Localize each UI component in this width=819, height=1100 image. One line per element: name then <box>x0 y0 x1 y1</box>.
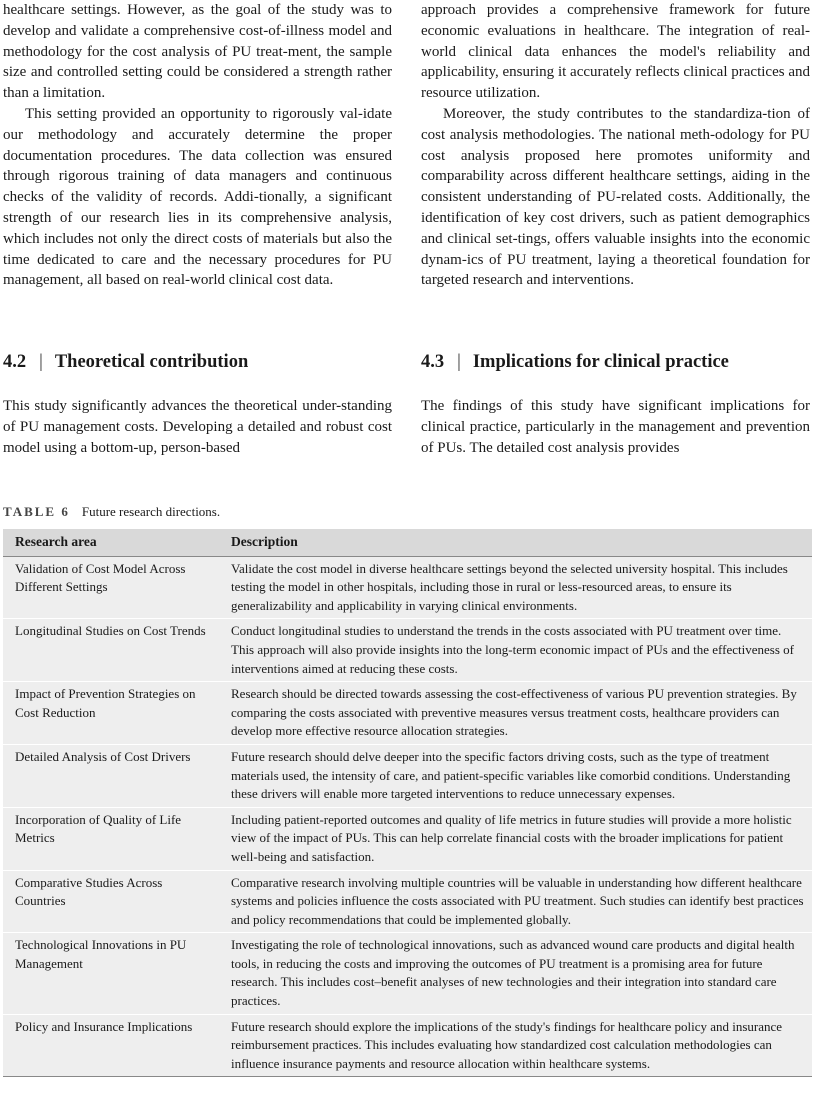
table-header-row <box>3 529 812 556</box>
section-number: 4.3 <box>421 352 445 372</box>
right-paragraph-1: approach provides a comprehensive framework for future economic evaluations in healthcare. The integration of real-world clinical data enhances the model's reliability and applicability, ensuring it accurately reflects clinical practices and resource utilization. <box>421 2 810 102</box>
research-area-cell: Incorporation of Quality of Life Metrics <box>3 807 219 870</box>
section-4-3-paragraph: The findings of this study have significant implications for clinical practice, particularly in the management and prevention of PUs. The detailed cost analysis provides <box>421 398 810 456</box>
section-4-3-body <box>421 396 810 458</box>
section-heading-4-2 <box>3 352 248 373</box>
table-row <box>3 619 812 682</box>
research-area-cell: Validation of Cost Model Across Different Settings <box>3 556 219 619</box>
description-cell: Conduct longitudinal studies to understand the trends in the costs associated with PU treatment over time. This approach will also provide insights into the long-term economic impact of PUs and the effectiveness of interventions aimed at reducing these costs. <box>219 619 812 682</box>
description-cell: Future research should delve deeper into the specific factors driving costs, such as the type of treatment materials used, the intensity of care, and patient-specific variables like comorbid conditions. Understanding these drivers will enable more targeted interventions to reduce unnecessary expenses. <box>219 744 812 807</box>
research-area-cell: Longitudinal Studies on Cost Trends <box>3 619 219 682</box>
left-paragraph-1: healthcare settings. However, as the goal of the study was to develop and validate a comprehensive cost-of-illness model and methodology for the cost analysis of PU treat-ment, the sample size and controlled setting could be considered a strength rather than a limitation. <box>3 2 392 102</box>
description-cell: Validate the cost model in diverse healthcare settings beyond the selected university hospital. This includes testing the model in other hospitals, including those in rural or less-resourced areas, to ensure its generalizability and applicability in varying clinical environments. <box>219 556 812 619</box>
right-paragraph-2: Moreover, the study contributes to the standardiza-tion of cost analysis methodologies. The national meth-odology for PU cost analysis proposed here promotes uniformity and comparability across different healthcare settings, aiding in the consistent understanding of PU-related costs. Additionally, the identification of key cost drivers, such as patient demographics and clinical set-tings, offers valuable insights into the economic dynam-ics of PU treatment, laying a theoretical foundation for targeted research and interventions. <box>421 105 810 289</box>
table-row <box>3 556 812 619</box>
table-row <box>3 870 812 933</box>
section-4-2-body <box>3 396 392 458</box>
section-separator: | <box>39 352 43 372</box>
table-caption-text: Future research directions. <box>81 504 221 519</box>
description-cell: Investigating the role of technological innovations, such as advanced wound care products and digital health tools, in reducing the costs and improving the outcomes of PU treatment is a promising area for future research. This includes cost–benefit analyses of new technologies and their integration into standard care practices. <box>219 933 812 1014</box>
header-description: Description <box>219 529 812 556</box>
left-column <box>3 0 392 291</box>
research-area-cell: Technological Innovations in PU Management <box>3 933 219 1014</box>
left-paragraph-2: This setting provided an opportunity to rigorously val-idate our methodology and accurately determine the proper documentation procedures. The data collection was ensured through rigorous training of data managers and continuous checks of the validity of records. Addi-tionally, a significant strength of our research lies in its comprehensive analysis, which includes not only the direct costs of materials but also the time dedicated to care and the necessary procedures for PU management, all based on real-world clinical cost data. <box>3 105 392 289</box>
section-title: Theoretical contribution <box>54 352 249 372</box>
research-area-cell: Impact of Prevention Strategies on Cost Reduction <box>3 682 219 745</box>
section-4-2-paragraph: This study significantly advances the theoretical under-standing of PU management costs. Developing a detailed and robust cost model using a bottom-up, person-based <box>3 398 392 456</box>
description-cell: Including patient-reported outcomes and quality of life metrics in future studies will provide a more holistic view of the impact of PUs. This can help correlate financial costs with the broader implications for patient well-being and satisfaction. <box>219 807 812 870</box>
section-number: 4.2 <box>3 352 27 372</box>
description-cell: Research should be directed towards assessing the cost-effectiveness of various PU prevention strategies. By comparing the costs associated with preventive measures versus treatment costs, healthcare providers can develop more effective resource allocation strategies. <box>219 682 812 745</box>
table-caption <box>3 504 220 520</box>
future-research-table <box>3 529 812 1077</box>
research-area-cell: Comparative Studies Across Countries <box>3 870 219 933</box>
description-cell: Future research should explore the implications of the study's findings for healthcare policy and insurance reimbursement practices. This includes evaluating how standardized cost calculation methodologies can influence insurance payments and resource allocation within healthcare systems. <box>219 1014 812 1077</box>
table-row <box>3 682 812 745</box>
section-title: Implications for clinical practice <box>472 352 729 372</box>
table-row <box>3 1014 812 1077</box>
header-research-area: Research area <box>3 529 219 556</box>
research-area-cell: Detailed Analysis of Cost Drivers <box>3 744 219 807</box>
table-row <box>3 744 812 807</box>
table-row <box>3 807 812 870</box>
table-row <box>3 933 812 1014</box>
section-separator: | <box>457 352 461 372</box>
research-area-cell: Policy and Insurance Implications <box>3 1014 219 1077</box>
description-cell: Comparative research involving multiple countries will be valuable in understanding how different healthcare systems and policies influence the costs associated with PU treatment. Such studies can identify best practices and policy recommendations that could be implemented globally. <box>219 870 812 933</box>
table-label: TABLE 6 <box>3 504 70 519</box>
right-column <box>421 0 810 291</box>
section-heading-4-3 <box>421 352 729 373</box>
